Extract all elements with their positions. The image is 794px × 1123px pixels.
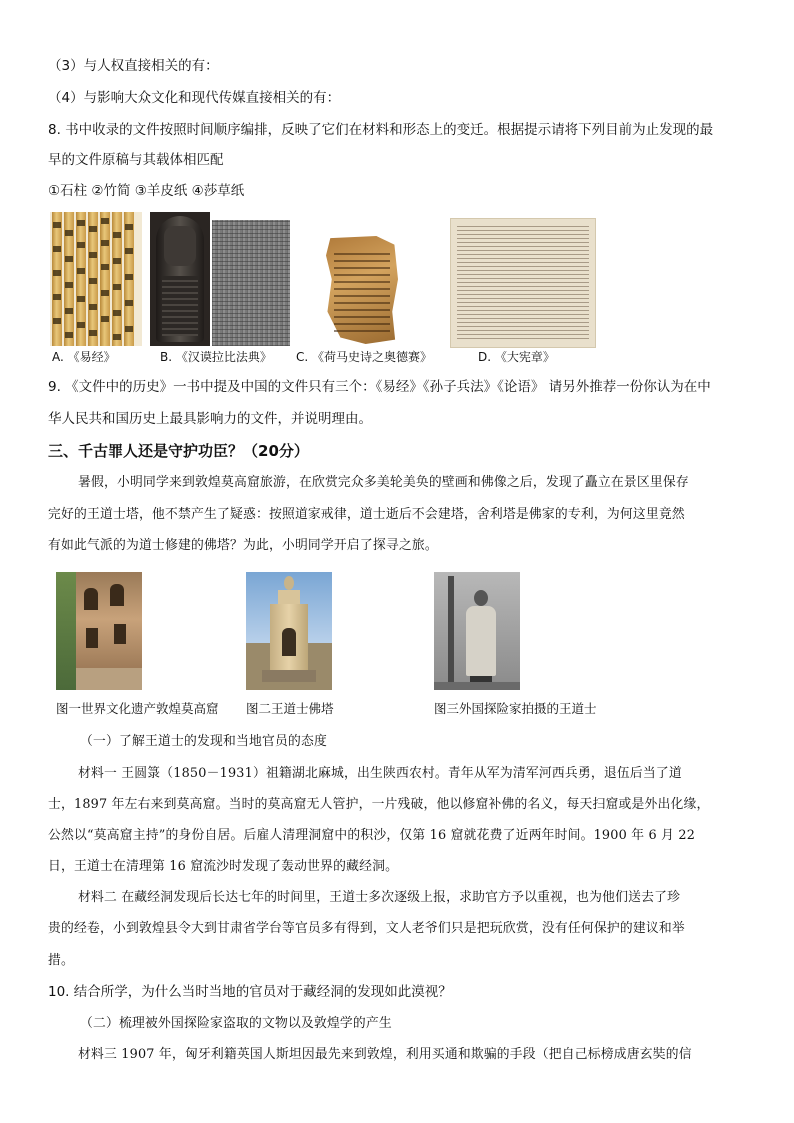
question-8-options: ①石柱 ②竹简 ③羊皮纸 ④莎草纸 <box>48 183 245 199</box>
intro-line-1: 暑假，小明同学来到敦煌莫高窟旅游，在欣赏完众多美轮美奂的壁画和佛像之后，发现了矗立在景区里保存 <box>78 475 689 490</box>
magna-carta-image <box>450 218 596 348</box>
figure-1-caption: 图一世界文化遗产敦煌莫高窟 <box>56 701 219 716</box>
papyrus-image <box>320 232 404 346</box>
figure-2-caption: 图二王道士佛塔 <box>246 701 334 716</box>
material-2-line-2: 贵的经卷，小到敦煌县令大到甘肃省学台等官员多有得到，文人老爷们只是把玩欣赏，没有任何保护的建议和举 <box>48 921 685 936</box>
bamboo-slips-image <box>50 212 142 346</box>
question-4-line: （4）与影响大众文化和现代传媒直接相关的有： <box>48 90 341 106</box>
question-9-line-1: 9. 《文件中的历史》一书中提及中国的文件只有三个：《易经》《孙子兵法》《论语》 请另外推荐一份你认为在中 <box>48 379 711 395</box>
material-1-line-1: 材料一 王圆箓（1850－1931）祖籍湖北麻城，出生陕西农村。青年从军为清军河西兵勇，退伍后当了道 <box>78 766 682 781</box>
material-2-line-1: 材料二 在藏经洞发现后长达七年的时间里，王道士多次逐级上报，求助官方予以重视，也为他们送去了珍 <box>78 890 681 905</box>
wang-daoshi-photo <box>434 572 520 690</box>
mogao-caves-image <box>56 572 142 690</box>
intro-line-2: 完好的王道士塔，他不禁产生了疑惑：按照道家戒律，道士逝后不会建塔，舍利塔是佛家的专利，为何这里竟然 <box>48 507 685 522</box>
question-8-line-2: 早的文件原稿与其载体相匹配 <box>48 152 224 168</box>
hammurabi-stele-image <box>150 212 210 346</box>
caption-c: C. 《荷马史诗之奥德赛》 <box>296 350 433 364</box>
material-3-line-1: 材料三 1907 年，匈牙利籍英国人斯坦因最先来到敦煌，利用买通和欺骗的手段（把自己标榜成唐玄奘的信 <box>78 1047 692 1062</box>
material-1-line-4: 日，王道士在清理第 16 窟流沙时发现了轰动世界的藏经洞。 <box>48 859 399 874</box>
question-9-line-2: 华人民共和国历史上最具影响力的文件，并说明理由。 <box>48 411 372 427</box>
question-3-line: （3）与人权直接相关的有： <box>48 58 219 74</box>
material-1-line-2: 士，1897 年左右来到莫高窟。当时的莫高窟无人管护，一片残破，他以修窟补佛的名义，每天扫窟或是外出化缘， <box>48 797 710 812</box>
subsection-1-title: （一）了解王道士的发现和当地官员的态度 <box>80 734 327 749</box>
caption-b: B. 《汉谟拉比法典》 <box>160 350 272 364</box>
figure-3-caption: 图三外国探险家拍摄的王道士 <box>434 701 597 716</box>
question-10-line: 10. 结合所学，为什么当时当地的官员对于藏经洞的发现如此漠视？ <box>48 984 452 1000</box>
subsection-2-title: （二）梳理被外国探险家盗取的文物以及敦煌学的产生 <box>80 1016 392 1031</box>
material-2-line-3: 措。 <box>48 953 74 968</box>
taoist-pagoda-image <box>246 572 332 690</box>
material-1-line-3: 公然以“莫高窟主持”的身份自居。后雇人清理洞窟中的积沙，仅第 16 窟就花费了近两年时间。1900 年 6 月 22 <box>48 828 696 843</box>
caption-d: D. 《大宪章》 <box>478 350 555 364</box>
section-3-title: 三、千古罪人还是守护功臣？（20分） <box>48 442 309 460</box>
question-8-line-1: 8. 书中收录的文件按照时间顺序编排，反映了它们在材料和形态上的变迁。根据提示请将下列目前为止发现的最 <box>48 122 714 138</box>
intro-line-3: 有如此气派的为道士修建的佛塔？为此，小明同学开启了探寻之旅。 <box>48 538 438 553</box>
stele-inscription-image <box>212 220 290 346</box>
caption-a: A. 《易经》 <box>52 350 116 364</box>
